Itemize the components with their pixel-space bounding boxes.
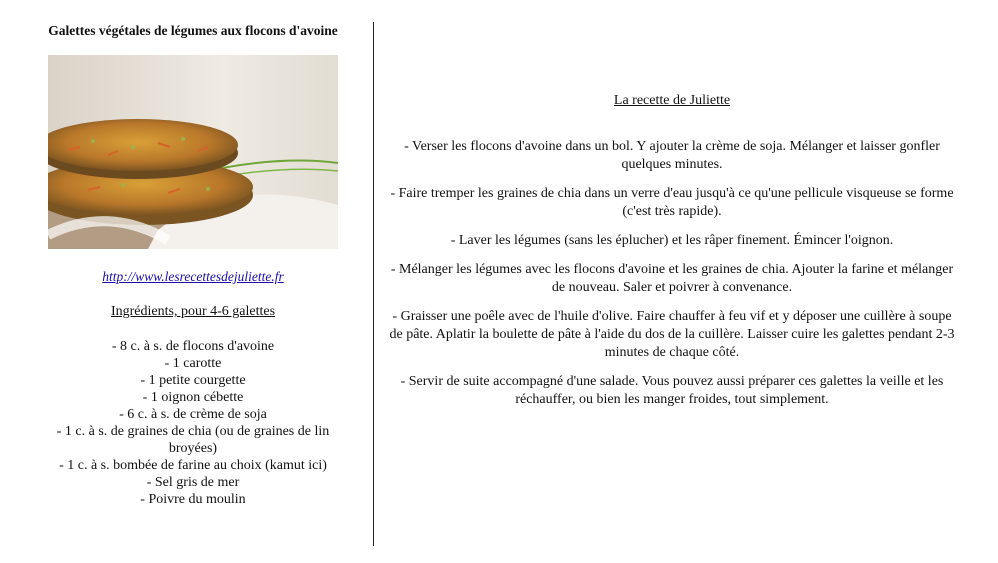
recipe-step: - Graisser une poêle avec de l'huile d'olive. Faire chauffer à feu vif et y déposer une cuillère à soupe de pâte. Aplatir la boulette de pâte à l'aide du dos de la cuillère. Laisser cuire les galettes pendant 2-3 minutes de chaque côté.: [389, 309, 955, 360]
ingredients-list: [20, 338, 366, 508]
ingredient-item: - 8 c. à s. de flocons d'avoine: [111, 339, 275, 354]
ingredient-item: - 1 c. à s. bombée de farine au choix (kamut ici): [59, 458, 327, 473]
ingredient-item: - 6 c. à s. de crème de soja: [119, 407, 267, 422]
recipe-step: - Verser les flocons d'avoine dans un bol. Y ajouter la crème de soja. Mélanger et laisser gonfler quelques minutes.: [404, 139, 940, 172]
ingredient-item: - 1 oignon cébette: [142, 390, 244, 405]
recipe-title: Galettes végétales de légumes aux flocons d'avoine: [48, 23, 338, 38]
recipe-step: - Mélanger les légumes avec les flocons d'avoine et les graines de chia. Ajouter la farine et mélanger de nouveau. Saler et poivrer à convenance.: [390, 262, 954, 295]
ingredient-item: - 1 c. à s. de graines de chia (ou de graines de lin broyées): [56, 424, 330, 456]
left-column: [20, 22, 366, 508]
recipe-step: - Laver les légumes (sans les éplucher) et les râper finement. Émincer l'oignon.: [450, 233, 894, 248]
right-column: [388, 92, 956, 420]
ingredient-item: - 1 petite courgette: [140, 373, 246, 388]
ingredient-item: - 1 carotte: [164, 356, 222, 371]
column-divider: [373, 22, 374, 546]
website-link[interactable]: http://www.lesrecettesdejuliette.fr: [102, 269, 284, 284]
ingredient-item: - Poivre du moulin: [140, 492, 246, 507]
ingredient-item: - Sel gris de mer: [146, 475, 240, 490]
recipe-step: - Faire tremper les graines de chia dans un verre d'eau jusqu'à ce qu'une pellicule visqueuse se forme (c'est très rapide).: [390, 186, 954, 219]
recipe-heading: La recette de Juliette: [613, 93, 731, 108]
recipe-step: - Servir de suite accompagné d'une salade. Vous pouvez aussi préparer ces galettes la veille et les réchauffer, ou bien les manger froides, tout simplement.: [400, 374, 944, 407]
ingredients-title: Ingrédients, pour 4-6 galettes: [110, 304, 276, 319]
recipe-photo: [48, 55, 338, 249]
